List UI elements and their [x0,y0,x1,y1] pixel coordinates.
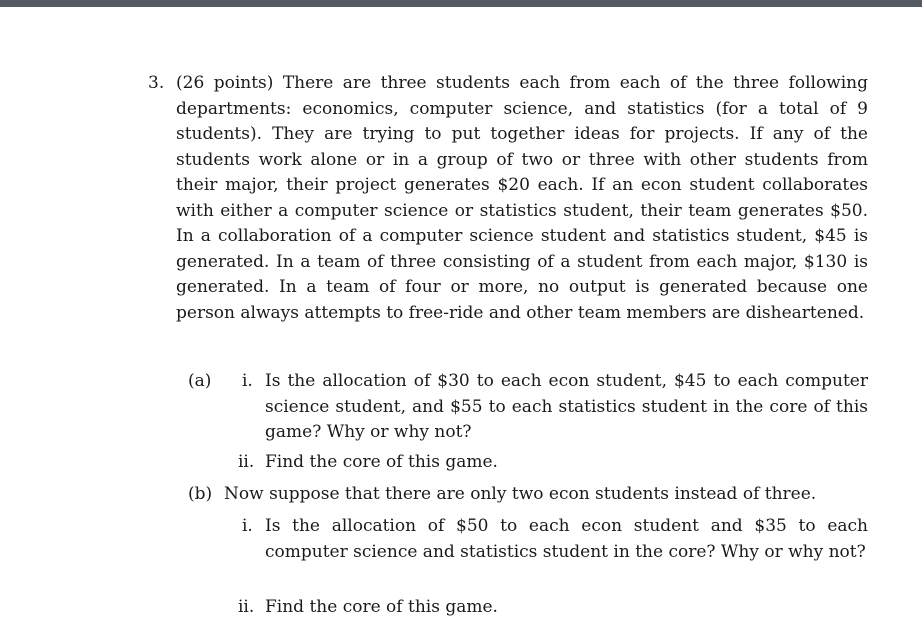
part-b-item-ii-text: Find the core of this game. [265,597,498,617]
part-a-item-ii-label: ii. [238,452,255,472]
problem-number: 3. [148,73,165,93]
problem-statement: (26 points) There are three students each from each of the three following departments: economics, computer science, and statistics (for a total of 9 students). They are trying to put together ideas for projects. If any of the students work alone or in a group of two or three with other students from their major, their project generates $20 each. If an econ student collaborates with either a computer science or statistics student, their team generates $50. In a collaboration of a computer science student and statistics student, $45 is generated. In a team of three consisting of a student from each major, $130 is generated. In a team of four or more, no output is generated because one person always attempts to free-ride and other team members are disheartened. [176,73,868,323]
part-b-item-i-text: Is the allocation of $50 to each econ student and $35 to each computer science and statistics student in the core? Why or why not? [265,516,868,562]
part-a-item-i-text: Is the allocation of $30 to each econ student, $45 to each computer science student, and $55 to each statistics student in the core of this game? Why or why not? [265,371,868,442]
part-a-item-i-label: i. [242,371,253,391]
part-a-label: (a) [188,371,212,391]
part-a-item-ii-text: Find the core of this game. [265,452,498,472]
part-b-intro-text: Now suppose that there are only two econ students instead of three. [224,484,817,504]
part-b-label: (b) [188,484,213,504]
part-b-item-i-label: i. [242,516,253,536]
part-b-item-ii-label: ii. [238,597,255,617]
